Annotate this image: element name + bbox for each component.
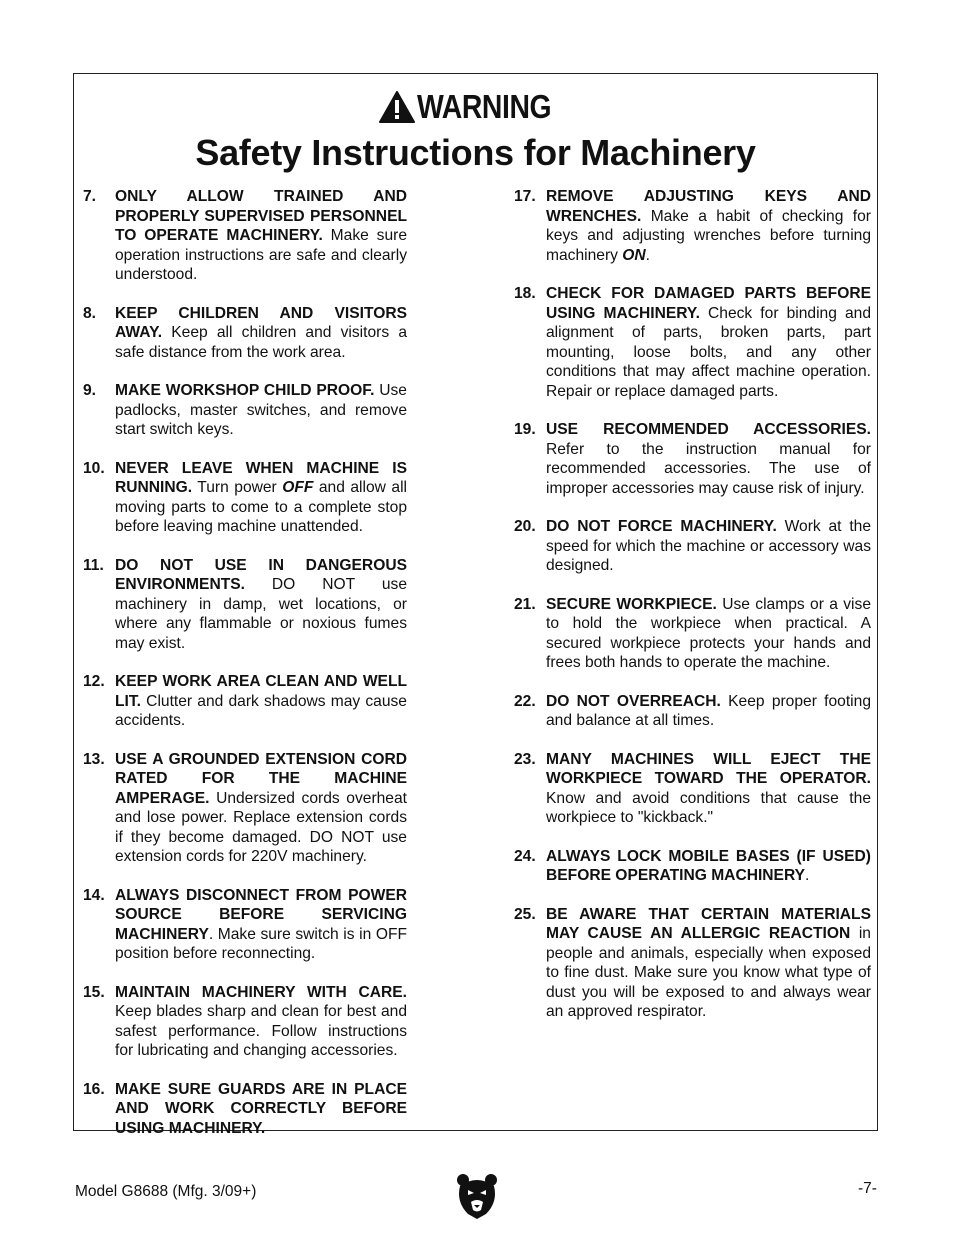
list-item: 8. KEEP CHILDREN AND VISITORS AWAY. Keep all children and visitors a safe distance from the work area. [83, 304, 407, 361]
list-item: 25. BE AWARE THAT CERTAIN MATERIALS MAY CAUSE AN ALLERGIC REACTION in people and animals, especially when exposed to fine dust. Make sure you know what type of dust you will be exposed to and always wear an approved respirator. [514, 905, 871, 1020]
bear-logo-icon [456, 1172, 498, 1220]
list-item: 22. DO NOT OVERREACH. Keep proper footing and balance at all times. [514, 692, 871, 729]
page-number: -7- [858, 1180, 877, 1197]
list-item: 11. DO NOT USE IN DANGEROUS ENVIRONMENTS. DO NOT use machinery in damp, wet locations, or where any flammable or noxious fumes may exist. [83, 556, 407, 652]
page-title: Safety Instructions for Machinery [195, 132, 756, 173]
list-item: 17. REMOVE ADJUSTING KEYS AND WRENCHES. Make a habit of checking for keys and adjusting wrenches before turning machinery ON. [514, 188, 871, 264]
warning-box [73, 73, 878, 1137]
warning-triangle-icon [379, 91, 415, 123]
list-item: 9. MAKE WORKSHOP CHILD PROOF. Use padlocks, master switches, and remove start switch keys. [83, 382, 407, 438]
list-item: 19. USE RECOMMENDED ACCESSORIES. Refer to the instruction manual for recommended accessories. The use of improper accessories may cause risk of injury. [514, 421, 871, 497]
warning-label: WARNING [416, 88, 551, 125]
right-column [514, 187, 871, 1041]
list-item: 18. CHECK FOR DAMAGED PARTS BEFORE USING MACHINERY. Check for binding and alignment of parts, broken parts, part mounting, loose bolts, and any other conditions that may affect machine operation. Repair or replace damaged parts. [514, 285, 871, 400]
list-item: 10. NEVER LEAVE WHEN MACHINE IS RUNNING. Turn power OFF and allow all moving parts to come to a complete stop before leaving machine unattended. [83, 459, 407, 535]
list-item: 20. DO NOT FORCE MACHINERY. Work at the speed for which the machine or accessory was designed. [514, 518, 871, 574]
list-item: 15. MAINTAIN MACHINERY WITH CARE. Keep blades sharp and clean for best and safest performance. Follow instructions for lubricating and changing accessories. [83, 983, 407, 1059]
list-item: 12. KEEP WORK AREA CLEAN AND WELL LIT. Clutter and dark shadows may cause accidents. [83, 673, 407, 729]
list-item: 7. ONLY ALLOW TRAINED AND PROPERLY SUPERVISED PERSONNEL TO OPERATE MACHINERY. Make sure operation instructions are safe and clearly understood. [83, 188, 407, 283]
list-item: 14. ALWAYS DISCONNECT FROM POWER SOURCE BEFORE SERVICING MACHINERY. Make sure switch is in OFF position before reconnecting. [83, 886, 407, 962]
list-item: 24. ALWAYS LOCK MOBILE BASES (IF USED) BEFORE OPERATING MACHINERY. [514, 847, 871, 884]
model-label: Model G8688 (Mfg. 3/09+) [75, 1183, 257, 1200]
list-item: 16. MAKE SURE GUARDS ARE IN PLACE AND WORK CORRECTLY BEFORE USING MACHINERY. [83, 1080, 407, 1137]
list-item: 13. USE A GROUNDED EXTENSION CORD RATED FOR THE MACHINE AMPERAGE. Undersized cords overheat and lose power. Replace extension cords if they become damaged. DO NOT use extension cords for 220V machinery. [83, 750, 407, 865]
list-item: 21. SECURE WORKPIECE. Use clamps or a vise to hold the workpiece when practical. A secured workpiece protects your hands and frees both hands to operate the machine. [514, 595, 871, 671]
list-item: 23. MANY MACHINES WILL EJECT THE WORKPIECE TOWARD THE OPERATOR. Know and avoid conditions that cause the workpiece to "kickback." [514, 750, 871, 826]
warning-header [74, 88, 877, 126]
left-column [83, 187, 407, 1157]
